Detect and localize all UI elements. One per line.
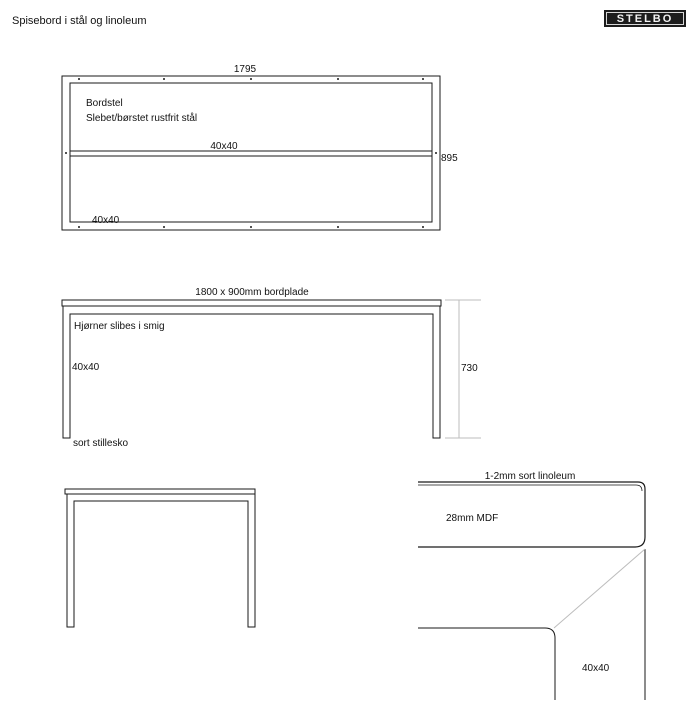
drawing-title: Spisebord i stål og linoleum: [12, 15, 147, 27]
top-depth-dimension: 895: [441, 153, 458, 164]
detail-profile-label: 40x40: [582, 663, 610, 674]
linoleum-label: 1-2mm sort linoleum: [484, 471, 576, 482]
table-top-plate: [62, 300, 441, 306]
logo-text: STELBO: [606, 12, 684, 25]
linoleum-layer-line: [418, 485, 642, 491]
frame-profile-label: 40x40: [92, 215, 120, 226]
leg-profile-label: 40x40: [72, 362, 100, 373]
top-length-dimension: 1795: [233, 64, 257, 75]
end-view: [65, 489, 255, 627]
frame-title-label: Bordstel: [86, 98, 123, 109]
end-view-top-plate: [65, 489, 255, 494]
crossbar-profile-label: 40x40: [210, 141, 238, 152]
top-view-inner-frame: [70, 83, 432, 222]
miter-joint-line: [554, 549, 645, 628]
mdf-label: 28mm MDF: [446, 513, 499, 524]
foot-label: sort stillesko: [73, 438, 129, 449]
frame-finish-label: Slebet/børstet rustfrit stål: [86, 113, 198, 124]
profile-inner-edge: [418, 628, 555, 700]
height-dimension-label: 730: [461, 363, 478, 374]
corner-note-label: Hjørner slibes i smig: [74, 321, 165, 332]
end-view-frame: [67, 494, 255, 627]
table-top-label: 1800 x 900mm bordplade: [195, 287, 309, 298]
